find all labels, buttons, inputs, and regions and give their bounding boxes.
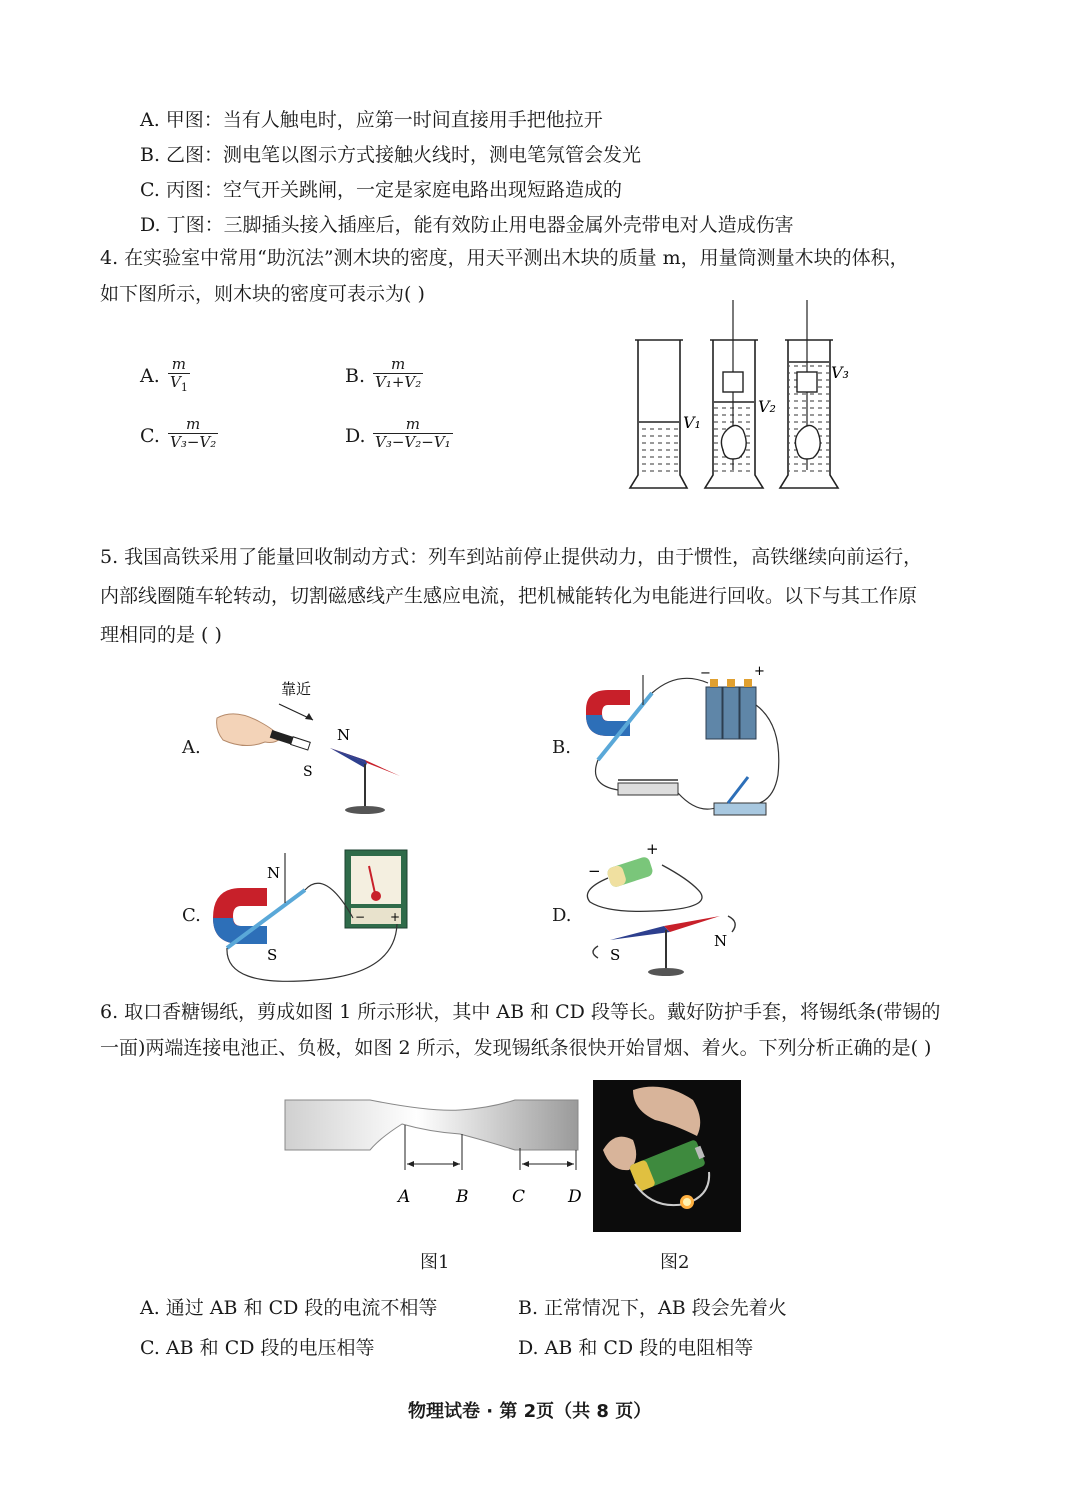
q5-option-b-label: B.: [552, 737, 571, 758]
q4-option-c-fraction: [168, 416, 218, 451]
q6-figure1-caption: 图1: [420, 1252, 450, 1273]
q6-figure1-foil-strip: [280, 1090, 590, 1210]
q5-stem-line1: 5. 我国高铁采用了能量回收制动方式：列车到站前停止提供动力，由于惯性，高铁继续向前运行，: [100, 546, 923, 568]
q6-stem-line1: 6. 取口香糖锡纸，剪成如图 1 所示形状，其中 AB 和 CD 段等长。戴好防护手套，将锡纸条(带锡的: [100, 1001, 941, 1023]
q4-option-d-fraction: [373, 416, 453, 451]
q4-option-b-numerator: m: [391, 355, 406, 373]
label-v3: V₃: [831, 363, 849, 382]
q4-option-d-denominator: V₃−V₂−V₁: [375, 433, 451, 451]
q4-stem-line2: 如下图所示，则木块的密度可表示为( ): [100, 283, 425, 305]
q4-option-b-denominator: V₁+V₂: [375, 373, 422, 391]
battery-plus: +: [754, 664, 765, 679]
q5-option-d-label: D.: [552, 905, 572, 926]
point-c: C: [512, 1187, 526, 1207]
battery-minus-d: −: [588, 862, 601, 880]
q6-option-c: C. AB 和 CD 段的电压相等: [140, 1337, 375, 1359]
label-v2: V₂: [758, 397, 776, 416]
q6-option-b: B. 正常情况下，AB 段会先着火: [518, 1297, 787, 1319]
battery-plus-d: +: [646, 840, 659, 858]
q4-option-a-numerator: m: [171, 355, 187, 373]
q5-figure-b: [578, 665, 788, 825]
q5-option-c-label: C.: [182, 905, 201, 926]
approach-label: 靠近: [281, 680, 312, 698]
magnet-s-label-c: S: [267, 946, 278, 964]
point-d: D: [568, 1187, 582, 1207]
q6-stem-line2: 一面)两端连接电池正、负极，如图 2 所示，发现锡纸条很快开始冒烟、着火。下列分析正确的是( ): [100, 1037, 932, 1059]
q6-figure2-photo: [593, 1080, 741, 1232]
hand-icon: [217, 714, 281, 746]
q3-option-c: C. 丙图：空气开关跳闸，一定是家庭电路出现短路造成的: [140, 179, 622, 201]
page-footer: 物理试卷 · 第 2页（共 8 页）: [408, 1401, 652, 1422]
q6-option-d: D. AB 和 CD 段的电阻相等: [518, 1337, 754, 1359]
needle-s-label-d: S: [610, 946, 621, 964]
q5-option-a-label: A.: [182, 737, 201, 758]
q4-option-d-label: D.: [345, 425, 366, 447]
q6-option-a: A. 通过 AB 和 CD 段的电流不相等: [140, 1297, 438, 1319]
battery-minus: −: [700, 666, 711, 681]
galvo-plus: +: [390, 910, 401, 924]
q4-option-d-numerator: m: [405, 415, 420, 433]
q4-option-c-numerator: m: [186, 415, 201, 433]
q4-option-b-label: B.: [345, 365, 366, 387]
needle-n-label: N: [337, 726, 351, 744]
q5-stem-line3: 理相同的是 ( ): [100, 624, 222, 646]
magnet-s-label: S: [303, 764, 313, 780]
q4-option-a-den-sub: 1: [180, 381, 188, 394]
q4-option-c-denominator: V₃−V₂: [170, 433, 217, 451]
q4-stem-line1: 4. 在实验室中常用“助沉法”测木块的密度，用天平测出木块的质量 m，用量筒测量木块的体积，: [100, 247, 909, 269]
q4-option-c-label: C.: [140, 425, 160, 447]
q6-figure2-caption: 图2: [660, 1252, 690, 1273]
needle-n-label-d: N: [714, 932, 728, 950]
q5-figure-d: [580, 840, 760, 980]
q3-option-d: D. 丁图：三脚插头接入插座后，能有效防止用电器金属外壳带电对人造成伤害: [140, 214, 794, 236]
q4-option-b-fraction: [373, 356, 423, 391]
q4-option-a-label: A.: [140, 365, 160, 387]
point-a: A: [398, 1187, 411, 1207]
q5-stem-line2: 内部线圈随车轮转动，切割磁感线产生感应电流，把机械能转化为电能进行回收。以下与其工作原: [100, 585, 918, 607]
q4-option-a-fraction: [168, 356, 190, 396]
magnet-n-label-c: N: [267, 864, 281, 882]
q5-figure-a: [215, 678, 415, 818]
q3-option-b: B. 乙图：测电笔以图示方式接触火线时，测电笔氖管会发光: [140, 144, 642, 166]
galvo-minus: −: [355, 910, 366, 924]
q4-option-a-den-var: V: [170, 373, 181, 391]
q4-option-a-denominator: [168, 373, 190, 396]
q4-graduated-cylinders-figure: [625, 300, 855, 495]
q3-option-a: A. 甲图：当有人触电时，应第一时间直接用手把他拉开: [140, 109, 603, 131]
q5-figure-c: [205, 848, 415, 988]
point-b: B: [456, 1187, 469, 1207]
label-v1: V₁: [683, 413, 701, 432]
